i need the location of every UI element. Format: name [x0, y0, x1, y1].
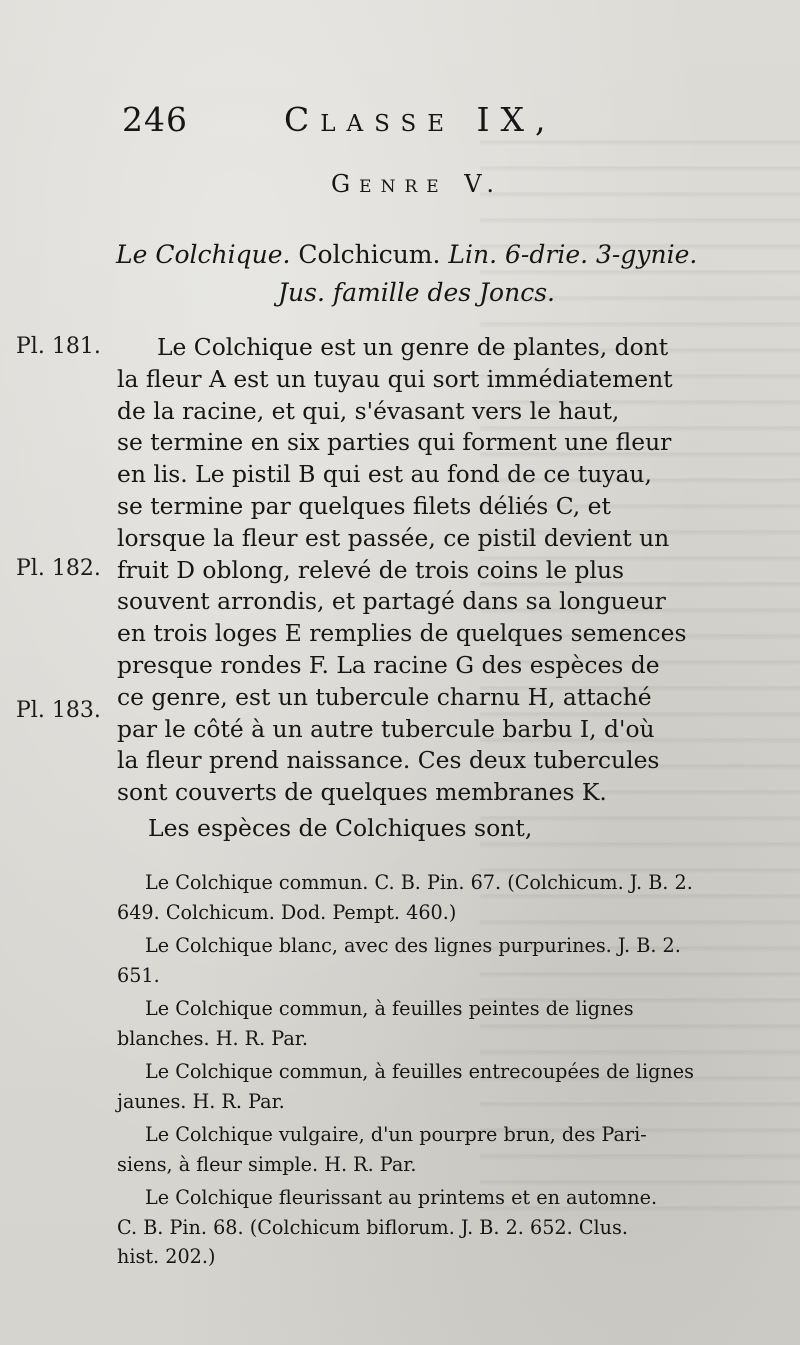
description-line: par le côté à un autre tubercule barbu I, d'où: [117, 714, 655, 743]
species-entry-line: Le Colchique fleurissant au printems et en automne.: [145, 1186, 658, 1209]
description-line: en lis. Le pistil B qui est au fond de ce tuyau,: [117, 460, 652, 489]
genus-name-lat: Colchicum.: [298, 240, 441, 269]
description-line: en trois loges E remplies de quelques semences: [117, 619, 687, 648]
species-list-title: Les espèces de Colchiques sont,: [148, 814, 533, 842]
description-line: souvent arrondis, et partagé dans sa longueur: [117, 587, 666, 616]
description-line: se termine par quelques filets déliés C, et: [117, 491, 611, 520]
margin-note-plate-183: Pl. 183.: [16, 698, 101, 723]
genus-name-fr: Le Colchique.: [116, 240, 291, 269]
species-entry-line: Le Colchique commun, à feuilles peintes de lignes: [145, 997, 634, 1020]
description-line: la fleur A est un tuyau qui sort immédiatement: [117, 364, 673, 393]
description-line: se termine en six parties qui forment une fleur: [117, 428, 672, 457]
species-entry-line: C. B. Pin. 68. (Colchicum biflorum. J. B. 2. 652. Clus.: [117, 1215, 628, 1239]
species-entry-line: blanches. H. R. Par.: [117, 1026, 308, 1050]
species-entry-line: Le Colchique blanc, avec des lignes purpurines. J. B. 2.: [145, 934, 681, 957]
species-entry-line: siens, à fleur simple. H. R. Par.: [117, 1152, 417, 1176]
description-line: Le Colchique est un genre de plantes, dont: [157, 333, 669, 361]
page-number: 246: [122, 100, 188, 139]
species-entry-line: Le Colchique vulgaire, d'un pourpre brun, des Pari-: [145, 1123, 647, 1146]
class-title: Classe IX,: [284, 100, 557, 139]
description-line: fruit D oblong, relevé de trois coins le plus: [117, 555, 625, 584]
description-line: ce genre, est un tubercule charnu H, attaché: [117, 682, 652, 711]
species-entry-line: 649. Colchicum. Dod. Pempt. 460.): [117, 900, 457, 924]
species-list: [117, 868, 777, 1272]
genus-heading: [116, 236, 796, 307]
species-entry-line: 651.: [117, 963, 160, 987]
linnaean-rank: 6-drie. 3-gynie.: [505, 240, 698, 269]
page-header: [118, 100, 738, 140]
description-line: la fleur prend naissance. Ces deux tubercules: [117, 746, 660, 775]
margin-note-plate-181: Pl. 181.: [16, 334, 101, 359]
description-line: presque rondes F. La racine G des espèces de: [117, 650, 660, 679]
species-entry-line: Le Colchique commun, à feuilles entrecoupées de lignes: [145, 1060, 694, 1083]
species-entry-line: hist. 202.): [117, 1245, 216, 1268]
genus-description: [117, 332, 777, 809]
species-entry-line: jaunes. H. R. Par.: [117, 1089, 285, 1113]
linnaeus-ref: Lin.: [448, 240, 498, 269]
genre-title: Genre V.: [331, 170, 504, 198]
description-line: lorsque la fleur est passée, ce pistil devient un: [117, 523, 670, 552]
margin-note-plate-182: Pl. 182.: [16, 556, 101, 581]
description-line: sont couverts de quelques membranes K.: [117, 778, 607, 807]
jussieu-family: Jus. famille des Joncs.: [278, 278, 555, 307]
species-entry-line: Le Colchique commun. C. B. Pin. 67. (Colchicum. J. B. 2.: [145, 871, 693, 894]
description-line: de la racine, et qui, s'évasant vers le haut,: [117, 396, 620, 425]
